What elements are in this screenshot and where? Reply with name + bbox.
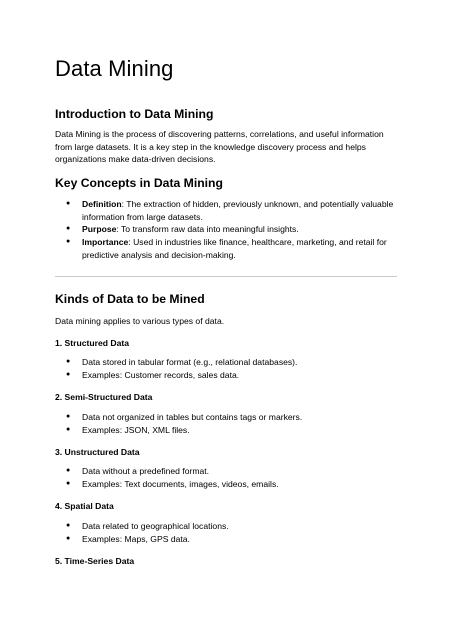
page-title: Data Mining [55,56,174,81]
bullet-icon: ● [66,467,71,474]
bullet-icon: ● [66,358,71,365]
list-item: ● Data stored in tabular format (e.g., relational databases). [66,357,298,367]
list-item [55,236,400,261]
concept-text: : To transform raw data into meaningful insights. [116,224,299,235]
spatial-list [55,520,400,545]
bullet-icon: ● [66,534,71,542]
kinds-intro: Data mining applies to various types of data. [55,316,225,326]
section-heading-time-series: 5. Time-Series Data [55,556,135,566]
concept-term: Importance [82,237,129,248]
semi-structured-list [55,411,400,436]
intro-heading: Introduction to Data Mining [55,107,214,121]
concept-term: Definition [82,199,122,209]
kinds-heading: Kinds of Data to be Mined [55,292,205,306]
list-item [55,198,400,223]
bullet-icon: ● [66,479,71,487]
concepts-heading: Key Concepts in Data Mining [55,176,223,190]
horizontal-divider [55,276,397,277]
section-heading-structured: 1. Structured Data [55,338,130,348]
unstructured-list [55,465,400,490]
bullet-icon: ● [66,425,71,433]
bullet-icon: ● [66,200,71,207]
list-item: ● Data not organized in tables but contains tags or markers. [66,412,303,422]
concept-term: Purpose [82,224,117,235]
concepts-list [55,198,400,262]
bullet-icon: ● [66,238,71,246]
structured-list [55,356,400,381]
bullet-icon: ● [66,225,71,233]
intro-paragraph: Data Mining is the process of discovering patterns, correlations, and useful information from large datasets. It is a key step in the knowledge discovery process and helps organizations make data-driven decisions. [55,129,384,165]
bullet-icon: ● [66,370,71,378]
list-item: ● Data related to geographical locations. [66,521,229,531]
concept-text: : The extraction of hidden, previously unknown, and potentially valuable information from large datasets. [82,199,394,222]
section-heading-unstructured: 3. Unstructured Data [55,447,140,457]
list-item: ● Examples: Customer records, sales data. [66,369,240,380]
list-item: ● Examples: Maps, GPS data. [66,533,190,544]
list-item [55,223,400,236]
bullet-icon: ● [66,413,71,420]
concept-text: : Used in industries like finance, healthcare, marketing, and retail for predictive analysis and decision-making. [82,237,387,260]
section-heading-semi-structured: 2. Semi-Structured Data [55,392,153,402]
list-item: ● Data without a predefined format. [66,466,210,476]
list-item: ● Examples: JSON, XML files. [66,424,190,435]
section-heading-spatial: 4. Spatial Data [55,501,114,511]
bullet-icon: ● [66,522,71,529]
list-item: ● Examples: Text documents, images, videos, emails. [66,478,279,489]
